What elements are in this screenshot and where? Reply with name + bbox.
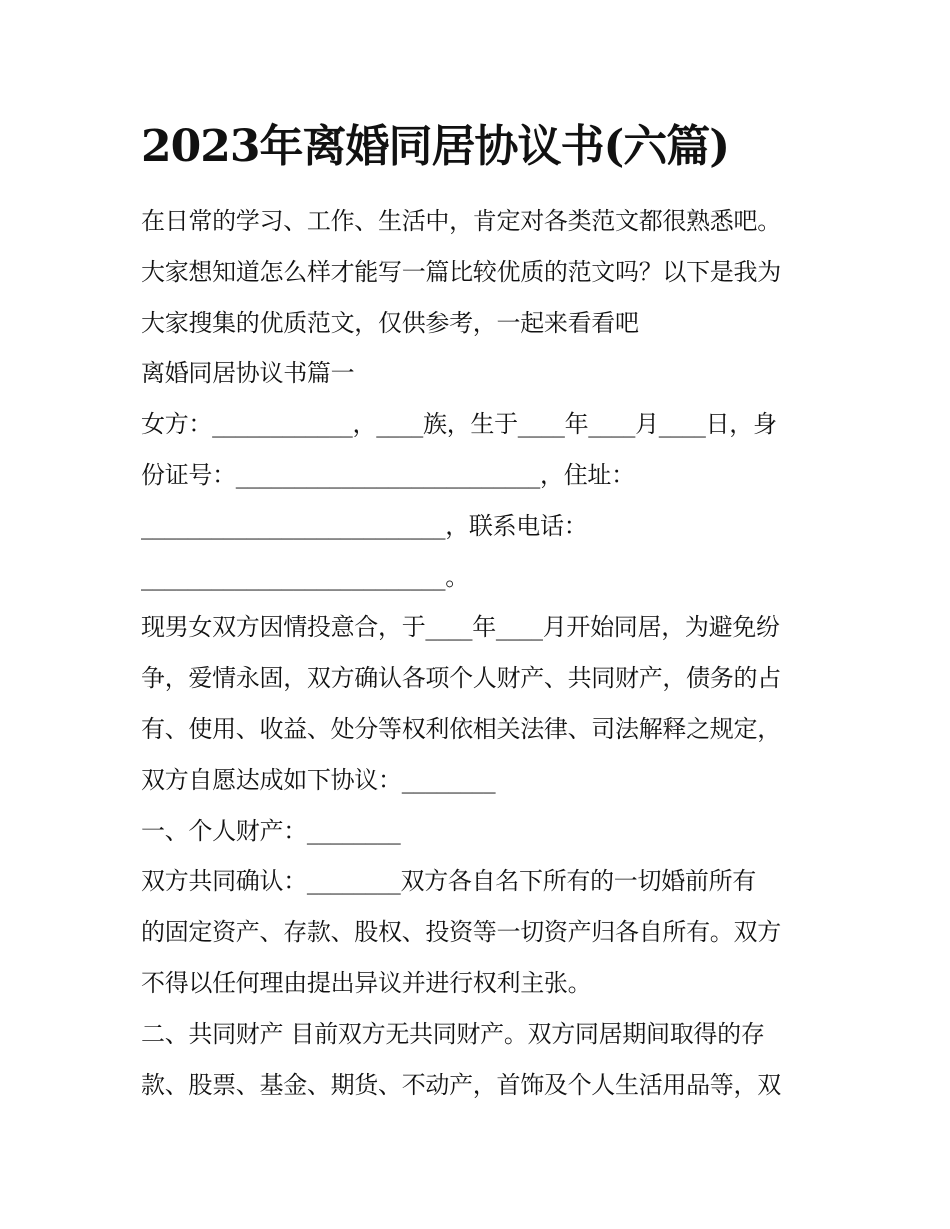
text-line: 争，爱情永固，双方确认各项个人财产、共同财产，债务的占 [141, 664, 781, 693]
text-line: 在日常的学习、工作、生活中，肯定对各类范文都很熟悉吧。 [141, 207, 781, 235]
text-line: 大家想知道怎么样才能写一篇比较优质的范文吗？以下是我为 [141, 257, 781, 286]
text-line: __________________________，联系电话： [141, 511, 588, 540]
text-line: 不得以任何理由提出异议并进行权利主张。 [141, 968, 592, 997]
text-line: 大家搜集的优质范文，仅供参考，一起来看看吧 [141, 308, 639, 337]
document-page [141, 112, 821, 1110]
clause-heading: 一、个人财产：________ [141, 816, 401, 845]
text-line: 双方共同确认：________双方各自名下所有的一切婚前所有 [141, 867, 756, 896]
text-line: 份证号：__________________________，住址： [141, 460, 635, 489]
text-line: 有、使用、收益、处分等权利依相关法律、司法解释之规定， [141, 714, 781, 743]
document-title: 2023年离婚同居协议书(六篇) [141, 121, 730, 172]
text-line: 女方：____________，____族，生于____年____月____日，身 [141, 410, 777, 439]
text-line: 款、股票、基金、期货、不动产，首饰及个人生活用品等，双 [141, 1070, 781, 1099]
text-line: __________________________。 [141, 562, 469, 591]
text-line: 双方自愿达成如下协议：________ [141, 765, 496, 794]
section-heading: 离婚同居协议书篇一 [141, 359, 355, 388]
text-line: 二、共同财产 目前双方无共同财产。双方同居期间取得的存 [141, 1019, 765, 1048]
text-line: 的固定资产、存款、股权、投资等一切资产归各自所有。双方 [141, 918, 781, 947]
text-line: 现男女双方因情投意合，于____年____月开始同居，为避免纷 [141, 613, 780, 642]
